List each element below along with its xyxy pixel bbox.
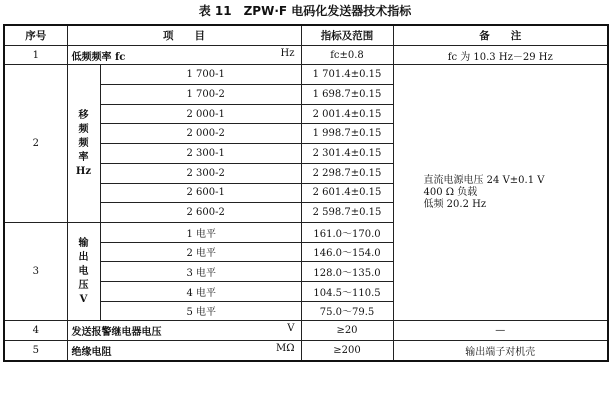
row-remark-conditions	[393, 65, 608, 321]
sub-item: 3 电平	[100, 262, 301, 282]
sub-range: 161.0～170.0	[301, 222, 393, 242]
sub-range: 2 601.4±0.15	[301, 183, 393, 203]
table-row	[4, 65, 608, 85]
group-label-char: 压	[78, 279, 89, 291]
group-label-char: 频	[78, 123, 89, 135]
group-label-char: 移	[78, 109, 89, 121]
group-label-char: 出	[78, 251, 89, 263]
group-label-shift-frequency	[67, 65, 100, 223]
table-row	[4, 321, 608, 341]
item-unit: MΩ	[275, 342, 295, 354]
row-item	[67, 321, 301, 341]
row-seq: 2	[4, 65, 67, 223]
sub-item: 1 电平	[100, 222, 301, 242]
sub-range: 2 001.4±0.15	[301, 104, 393, 124]
remark-line: 直流电源电压 24 V±0.1 V	[423, 174, 545, 186]
sub-item: 1 700-2	[100, 85, 301, 105]
sub-item: 2 电平	[100, 242, 301, 262]
group-label-char: 输	[78, 237, 89, 249]
header-item: 项 目	[67, 25, 301, 45]
row-item	[67, 45, 301, 65]
remark-line: 低频 20.2 Hz	[423, 198, 487, 210]
item-name: 发送报警继电器电压	[71, 327, 162, 339]
sub-item: 2 600-2	[100, 203, 301, 223]
sub-item: 2 300-2	[100, 163, 301, 183]
sub-item: 1 700-1	[100, 65, 301, 85]
header-remark: 备 注	[393, 25, 608, 45]
item-unit: V	[287, 323, 295, 335]
item-unit: Hz	[280, 47, 295, 59]
sub-range: 128.0～135.0	[301, 262, 393, 282]
row-seq: 3	[4, 222, 67, 320]
group-label-char: Hz	[75, 165, 92, 177]
sub-range: 2 298.7±0.15	[301, 163, 393, 183]
row-seq: 5	[4, 341, 67, 361]
sub-item: 2 000-2	[100, 124, 301, 144]
sub-item: 5 电平	[100, 301, 301, 321]
header-range: 指标及范围	[301, 25, 393, 45]
group-label-char: V	[79, 293, 88, 305]
sub-item: 2 000-1	[100, 104, 301, 124]
spec-table	[3, 24, 609, 362]
group-label-char: 频	[78, 137, 89, 149]
sub-range: 1 998.7±0.15	[301, 124, 393, 144]
sub-item: 2 600-1	[100, 183, 301, 203]
table-row	[4, 45, 608, 65]
row-remark: fc 为 10.3 Hz－29 Hz	[393, 45, 608, 65]
sub-item: 4 电平	[100, 281, 301, 301]
row-item	[67, 341, 301, 361]
row-seq: 4	[4, 321, 67, 341]
sub-range: 1 701.4±0.15	[301, 65, 393, 85]
sub-range: 104.5～110.5	[301, 281, 393, 301]
remark-line: 400 Ω 负载	[423, 186, 478, 198]
row-range: fc±0.8	[301, 45, 393, 65]
row-remark: —	[393, 321, 608, 341]
row-range: ≥200	[301, 341, 393, 361]
sub-range: 1 698.7±0.15	[301, 85, 393, 105]
table-row	[4, 341, 608, 361]
header-seq: 序号	[4, 25, 67, 45]
group-label-char: 电	[78, 265, 89, 277]
sub-range: 2 598.7±0.15	[301, 203, 393, 223]
row-remark: 输出端子对机壳	[393, 341, 608, 361]
sub-item: 2 300-1	[100, 144, 301, 164]
item-name: 绝缘电阻	[71, 346, 112, 358]
row-seq: 1	[4, 45, 67, 65]
row-range: ≥20	[301, 321, 393, 341]
sub-range: 75.0～79.5	[301, 301, 393, 321]
group-label-char: 率	[78, 151, 89, 163]
table-caption: 表 11 ZPW·F 电码化发送器技术指标	[198, 4, 412, 18]
item-name: 低频频率 fc	[71, 51, 126, 63]
header-row	[4, 25, 608, 45]
sub-range: 2 301.4±0.15	[301, 144, 393, 164]
group-label-output-voltage	[67, 222, 100, 320]
sub-range: 146.0～154.0	[301, 242, 393, 262]
